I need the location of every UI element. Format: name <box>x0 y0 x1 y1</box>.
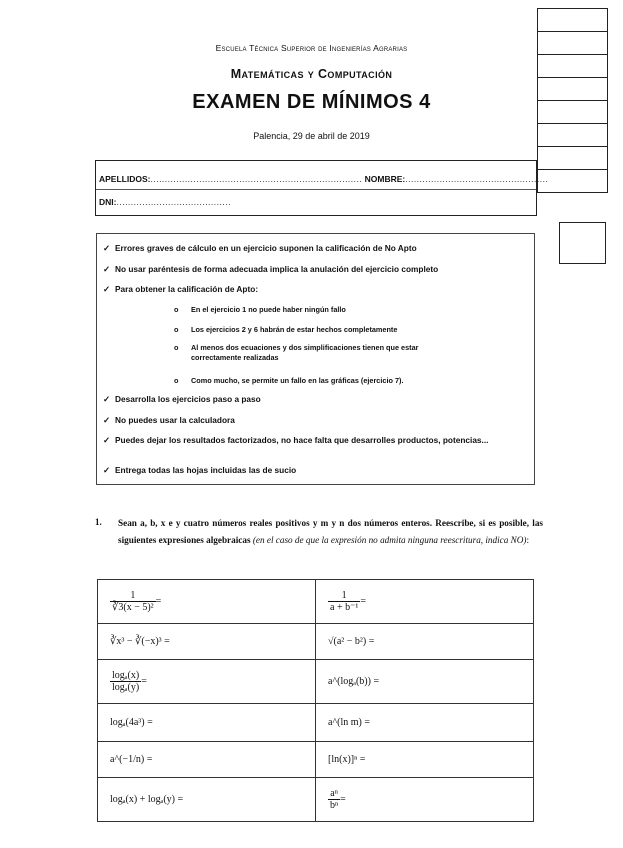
rule-text: No usar paréntesis de forma adecuada implica la anulación del ejercicio completo <box>115 264 439 274</box>
subrule-text: Los ejercicios 2 y 6 habrán de estar hechos completamente <box>191 325 398 334</box>
check-icon: ✓ <box>103 284 110 294</box>
check-icon: ✓ <box>103 264 110 274</box>
table-cell[interactable] <box>98 704 316 742</box>
table-cell[interactable] <box>98 778 316 822</box>
rule-text: Entrega todas las hojas incluidas las de sucio <box>115 465 297 475</box>
dni-label: DNI: <box>99 197 117 207</box>
rule-item <box>103 394 261 404</box>
subrule-text: Al menos dos ecuaciones y dos simplificaciones tienen que estar correctamente realizadas <box>191 343 419 362</box>
numerator: aⁿ <box>328 788 340 800</box>
circle-bullet-icon: o <box>174 305 179 314</box>
grade-box[interactable] <box>537 146 608 169</box>
fraction <box>110 670 141 693</box>
table-cell[interactable] <box>316 778 534 822</box>
table-cell[interactable] <box>98 624 316 660</box>
rule-item <box>103 465 296 475</box>
question-note: (en el caso de que la expresión no admita ninguna reescritura, indica NO) <box>252 535 527 545</box>
numerator: 1 <box>110 590 156 602</box>
subrule-item <box>174 305 491 314</box>
expression: ∛x³ − ∛(−x)³ = <box>110 636 170 647</box>
instructions-box <box>96 233 535 485</box>
circle-bullet-icon: o <box>174 325 179 334</box>
check-icon: ✓ <box>103 394 110 404</box>
surname-field[interactable]: .......................................................................... <box>150 174 363 184</box>
equals-sign: = <box>340 793 346 805</box>
fraction <box>328 788 340 811</box>
rule-item <box>103 243 417 253</box>
equals-sign: = <box>360 595 366 607</box>
expressions-table <box>97 579 534 822</box>
divider <box>96 189 536 190</box>
expression: √(a² − b²) = <box>328 636 375 647</box>
table-cell[interactable] <box>98 660 316 704</box>
subrule-item <box>174 343 461 363</box>
expression: logₐ(4a³) = <box>110 717 153 728</box>
table-row <box>98 704 534 742</box>
check-icon: ✓ <box>103 465 110 475</box>
question-text <box>118 515 543 549</box>
expression: a^(ln m) = <box>328 717 370 728</box>
denominator: logₐ(y) <box>112 682 140 693</box>
circle-bullet-icon: o <box>174 343 179 352</box>
surname-row[interactable] <box>99 174 548 184</box>
subrule-item <box>174 376 511 385</box>
fraction <box>328 590 360 613</box>
question-end: : <box>526 535 530 545</box>
dni-field[interactable]: ........................................ <box>116 197 231 207</box>
expression: a^(logₐ(b)) = <box>328 676 380 687</box>
table-row <box>98 624 534 660</box>
table-cell[interactable] <box>316 704 534 742</box>
table-cell[interactable] <box>98 580 316 624</box>
table-row <box>98 742 534 778</box>
table-row <box>98 580 534 624</box>
table-row <box>98 660 534 704</box>
equals-sign: = <box>141 675 147 687</box>
surname-label: APELLIDOS: <box>99 174 151 184</box>
exam-date: Palencia, 29 de abril de 2019 <box>253 131 370 141</box>
expression: [ln(x)]ⁿ = <box>328 754 366 765</box>
dni-row[interactable] <box>99 197 231 207</box>
fraction <box>110 590 156 613</box>
numerator: logₐ(x) <box>112 670 140 681</box>
rule-text: Puedes dejar los resultados factorizados, no hace falta que desarrolles productos, potencias... <box>115 435 489 445</box>
rule-item <box>103 264 438 274</box>
rule-text: Errores graves de cálculo en un ejercicio suponen la calificación de No Apto <box>115 243 417 253</box>
rule-text: Para obtener la calificación de Apto: <box>115 284 259 294</box>
rule-text: No puedes usar la calculadora <box>115 415 235 425</box>
final-grade-box[interactable] <box>559 222 606 264</box>
table-row <box>98 778 534 822</box>
question-intro: Sean a, b, x e y cuatro números reales positivos y m y n dos números enteros. Reescribe, si es posible, las siguientes expresiones algebraicas <box>118 518 543 545</box>
exam-title: EXAMEN DE MÍNIMOS 4 <box>192 91 431 113</box>
subrule-item <box>174 325 491 334</box>
check-icon: ✓ <box>103 435 110 445</box>
subject-title: Matemáticas y Computación <box>230 67 393 81</box>
table-cell[interactable] <box>316 660 534 704</box>
rule-text: Desarrolla los ejercicios paso a paso <box>115 394 261 404</box>
school-name: Escuela Técnica Superior de Ingenierías Agrarias <box>215 43 408 53</box>
name-field[interactable]: .................................................. <box>405 174 549 184</box>
numerator: 1 <box>328 590 360 602</box>
grade-box[interactable] <box>537 8 608 31</box>
student-info-box <box>95 160 549 216</box>
name-label: NOMBRE: <box>364 174 406 184</box>
rule-item <box>103 284 258 294</box>
subrule-text: En el ejercicio 1 no puede haber ningún fallo <box>191 305 346 314</box>
denominator: a + b⁻¹ <box>330 602 359 613</box>
denominator: bⁿ <box>330 800 339 811</box>
expression: a^(−1/n) = <box>110 754 153 765</box>
check-icon: ✓ <box>103 243 110 253</box>
table-cell[interactable] <box>316 580 534 624</box>
check-icon: ✓ <box>103 415 110 425</box>
equals-sign: = <box>155 595 162 607</box>
table-cell[interactable] <box>98 742 316 778</box>
expression: logₐ(x) + logₐ(y) = <box>110 794 184 805</box>
subrule-text: Como mucho, se permite un fallo en las gráficas (ejercicio 7). <box>191 376 404 385</box>
question-number: 1. <box>95 517 102 527</box>
denominator: ∛3(x − 5)² <box>112 602 154 613</box>
table-cell[interactable] <box>316 742 534 778</box>
rule-item <box>103 415 235 425</box>
rule-item <box>103 435 523 446</box>
table-cell[interactable] <box>316 624 534 660</box>
circle-bullet-icon: o <box>174 376 179 385</box>
